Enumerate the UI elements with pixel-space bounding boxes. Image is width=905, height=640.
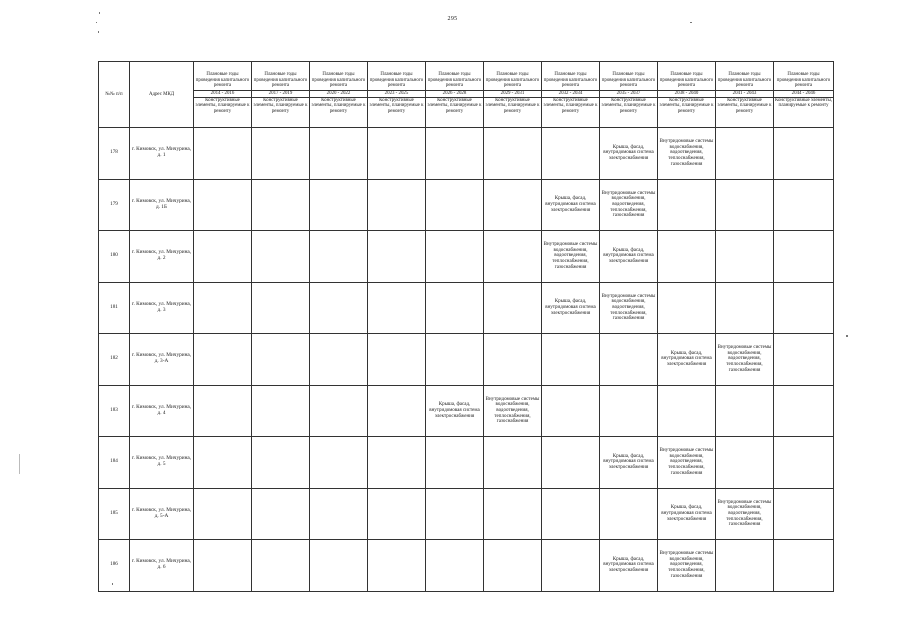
empty-cell [774, 334, 834, 386]
empty-cell [252, 334, 310, 386]
period-subtitle: Конструктивные элементы, планируемые к ремонту [484, 98, 542, 128]
period-header [426, 62, 484, 98]
table-body [99, 128, 834, 592]
work-cell: Крыша, фасад, внутридомовая система электроснабжения [658, 488, 716, 540]
period-subtitle: Конструктивные элементы, планируемые к ремонту [310, 98, 368, 128]
scan-speck [846, 335, 848, 337]
row-address: г. Кимовск, ул. Мичурина, д. 2 [130, 231, 194, 283]
empty-cell [368, 179, 426, 231]
table-row [99, 540, 834, 592]
period-header [658, 62, 716, 98]
table-row [99, 179, 834, 231]
empty-cell [484, 231, 542, 283]
empty-cell [426, 231, 484, 283]
work-cell: Крыша, фасад, внутридомовая система электроснабжения [426, 385, 484, 437]
period-subtitle: Конструктивные элементы, планируемые к ремонту [542, 98, 600, 128]
work-cell: Крыша, фасад, внутридомовая система электроснабжения [600, 128, 658, 180]
period-caption: Плановые годы проведения капитального ремонта [369, 72, 424, 89]
row-number: 184 [99, 437, 130, 489]
period-header [310, 62, 368, 98]
empty-cell [658, 179, 716, 231]
scan-speck [99, 12, 100, 14]
empty-cell [716, 282, 774, 334]
work-cell: Крыша, фасад, внутридомовая система электроснабжения [658, 334, 716, 386]
empty-cell [774, 385, 834, 437]
empty-cell [774, 231, 834, 283]
header-address: Адрес МКД [130, 62, 194, 128]
empty-cell [426, 437, 484, 489]
empty-cell [426, 128, 484, 180]
empty-cell [252, 231, 310, 283]
empty-cell [252, 437, 310, 489]
row-address: г. Кимовск, ул. Мичурина, д. 5-А [130, 488, 194, 540]
empty-cell [716, 540, 774, 592]
work-cell: Внутридомовые системы водоснабжения, водоотведения, теплоснабжения, газоснабжения [542, 231, 600, 283]
header-subtitle-row [99, 98, 834, 128]
empty-cell [774, 437, 834, 489]
empty-cell [194, 128, 252, 180]
empty-cell [310, 334, 368, 386]
work-cell: Внутридомовые системы водоснабжения, водоотведения, теплоснабжения, газоснабжения [658, 128, 716, 180]
row-address: г. Кимовск, ул. Мичурина, д. 4 [130, 385, 194, 437]
row-number: 180 [99, 231, 130, 283]
period-header [368, 62, 426, 98]
empty-cell [194, 540, 252, 592]
row-number: 183 [99, 385, 130, 437]
empty-cell [252, 128, 310, 180]
empty-cell [600, 385, 658, 437]
empty-cell [310, 488, 368, 540]
empty-cell [368, 540, 426, 592]
period-subtitle: Конструктивные элементы, планируемые к ремонту [426, 98, 484, 128]
header-period-row [99, 62, 834, 98]
row-number: 186 [99, 540, 130, 592]
empty-cell [600, 334, 658, 386]
period-caption: Плановые годы проведения капитального ремонта [427, 72, 482, 89]
empty-cell [368, 231, 426, 283]
empty-cell [658, 385, 716, 437]
period-years: 2020 - 2022 [310, 90, 367, 97]
page-number: 295 [447, 16, 458, 22]
table-row [99, 128, 834, 180]
empty-cell [368, 437, 426, 489]
empty-cell [194, 179, 252, 231]
row-address: г. Кимовск, ул. Мичурина, д. 6 [130, 540, 194, 592]
empty-cell [252, 385, 310, 437]
empty-cell [484, 179, 542, 231]
table-row [99, 437, 834, 489]
period-caption: Плановые годы проведения капитального ремонта [776, 72, 831, 89]
row-number: 178 [99, 128, 130, 180]
header-id: №№ п/п [99, 62, 130, 128]
empty-cell [368, 128, 426, 180]
table-row [99, 385, 834, 437]
empty-cell [774, 128, 834, 180]
period-header [252, 62, 310, 98]
row-address: г. Кимовск, ул. Мичурина, д. 1Б [130, 179, 194, 231]
period-subtitle: Конструктивные элементы, планируемые к ремонту [774, 98, 834, 128]
empty-cell [368, 488, 426, 540]
empty-cell [368, 334, 426, 386]
period-years: 2044 - 2046 [774, 90, 833, 97]
empty-cell [368, 385, 426, 437]
period-caption: Плановые годы проведения капитального ремонта [195, 72, 250, 89]
empty-cell [774, 179, 834, 231]
empty-cell [194, 334, 252, 386]
scan-speck [690, 22, 692, 23]
empty-cell [716, 128, 774, 180]
table-row [99, 488, 834, 540]
work-cell: Внутридомовые системы водоснабжения, водоотведения, теплоснабжения, газоснабжения [716, 488, 774, 540]
empty-cell [484, 282, 542, 334]
period-years: 2014 - 2016 [194, 90, 251, 97]
period-header [542, 62, 600, 98]
empty-cell [658, 231, 716, 283]
period-years: 2017 - 2019 [252, 90, 309, 97]
period-header [194, 62, 252, 98]
empty-cell [252, 179, 310, 231]
period-caption: Плановые годы проведения капитального ремонта [601, 72, 656, 89]
empty-cell [716, 385, 774, 437]
scan-speck [96, 22, 97, 23]
work-cell: Внутридомовые системы водоснабжения, водоотведения, теплоснабжения, газоснабжения [658, 540, 716, 592]
row-address: г. Кимовск, ул. Мичурина, д. 3 [130, 282, 194, 334]
row-number: 179 [99, 179, 130, 231]
work-cell: Внутридомовые системы водоснабжения, водоотведения, теплоснабжения, газоснабжения [600, 282, 658, 334]
empty-cell [484, 128, 542, 180]
empty-cell [426, 179, 484, 231]
empty-cell [310, 179, 368, 231]
period-caption: Плановые годы проведения капитального ремонта [253, 72, 308, 89]
empty-cell [484, 334, 542, 386]
period-subtitle: Конструктивные элементы, планируемые к ремонту [252, 98, 310, 128]
period-header [774, 62, 834, 98]
period-years: 2023 - 2025 [368, 90, 425, 97]
empty-cell [194, 231, 252, 283]
empty-cell [426, 334, 484, 386]
empty-cell [542, 540, 600, 592]
work-cell: Внутридомовые системы водоснабжения, водоотведения, теплоснабжения, газоснабжения [484, 385, 542, 437]
row-number: 185 [99, 488, 130, 540]
empty-cell [484, 540, 542, 592]
empty-cell [600, 488, 658, 540]
empty-cell [310, 282, 368, 334]
empty-cell [310, 231, 368, 283]
work-cell: Внутридомовые системы водоснабжения, водоотведения, теплоснабжения, газоснабжения [716, 334, 774, 386]
empty-cell [426, 540, 484, 592]
empty-cell [194, 437, 252, 489]
period-caption: Плановые годы проведения капитального ремонта [717, 72, 772, 89]
period-years: 2032 - 2034 [542, 90, 599, 97]
empty-cell [194, 282, 252, 334]
period-years: 2035 - 2037 [600, 90, 657, 97]
work-cell: Крыша, фасад, внутридомовая система электроснабжения [600, 540, 658, 592]
row-address: г. Кимовск, ул. Мичурина, д. 3-А [130, 334, 194, 386]
period-subtitle: Конструктивные элементы, планируемые к ремонту [716, 98, 774, 128]
empty-cell [484, 437, 542, 489]
empty-cell [774, 488, 834, 540]
period-caption: Плановые годы проведения капитального ремонта [659, 72, 714, 89]
period-caption: Плановые годы проведения капитального ремонта [543, 72, 598, 89]
work-cell: Крыша, фасад, внутридомовая система электроснабжения [600, 437, 658, 489]
empty-cell [310, 540, 368, 592]
capital-repair-table [98, 61, 834, 592]
empty-cell [310, 128, 368, 180]
period-caption: Плановые годы проведения капитального ремонта [311, 72, 366, 89]
empty-cell [716, 231, 774, 283]
work-cell: Крыша, фасад, внутридомовая система электроснабжения [542, 282, 600, 334]
empty-cell [542, 488, 600, 540]
empty-cell [542, 437, 600, 489]
period-subtitle: Конструктивные элементы, планируемые к ремонту [600, 98, 658, 128]
empty-cell [252, 540, 310, 592]
table-row [99, 282, 834, 334]
period-header [484, 62, 542, 98]
period-years: 2029 - 2031 [484, 90, 541, 97]
period-subtitle: Конструктивные элементы, планируемые к ремонту [194, 98, 252, 128]
row-number: 182 [99, 334, 130, 386]
empty-cell [194, 385, 252, 437]
empty-cell [194, 488, 252, 540]
period-caption: Плановые годы проведения капитального ремонта [485, 72, 540, 89]
empty-cell [716, 437, 774, 489]
empty-cell [252, 488, 310, 540]
empty-cell [484, 488, 542, 540]
scan-speck [98, 31, 99, 33]
period-years: 2041 - 2043 [716, 90, 773, 97]
empty-cell [542, 385, 600, 437]
period-header [716, 62, 774, 98]
table-row [99, 231, 834, 283]
table-row [99, 334, 834, 386]
empty-cell [716, 179, 774, 231]
empty-cell [774, 282, 834, 334]
work-cell: Внутридомовые системы водоснабжения, водоотведения, теплоснабжения, газоснабжения [658, 437, 716, 489]
empty-cell [252, 282, 310, 334]
empty-cell [310, 385, 368, 437]
empty-cell [542, 334, 600, 386]
empty-cell [368, 282, 426, 334]
row-address: г. Кимовск, ул. Мичурина, д. 1 [130, 128, 194, 180]
empty-cell [426, 488, 484, 540]
scan-mark [19, 454, 20, 474]
empty-cell [310, 437, 368, 489]
period-subtitle: Конструктивные элементы, планируемые к ремонту [368, 98, 426, 128]
period-years: 2038 - 2040 [658, 90, 715, 97]
work-cell: Крыша, фасад, внутридомовая система электроснабжения [542, 179, 600, 231]
period-header [600, 62, 658, 98]
work-cell: Внутридомовые системы водоснабжения, водоотведения, теплоснабжения, газоснабжения [600, 179, 658, 231]
period-subtitle: Конструктивные элементы, планируемые к ремонту [658, 98, 716, 128]
empty-cell [426, 282, 484, 334]
row-number: 181 [99, 282, 130, 334]
row-address: г. Кимовск, ул. Мичурина, д. 5 [130, 437, 194, 489]
period-years: 2026 - 2028 [426, 90, 483, 97]
work-cell: Крыша, фасад, внутридомовая система электроснабжения [600, 231, 658, 283]
empty-cell [658, 282, 716, 334]
empty-cell [774, 540, 834, 592]
empty-cell [542, 128, 600, 180]
